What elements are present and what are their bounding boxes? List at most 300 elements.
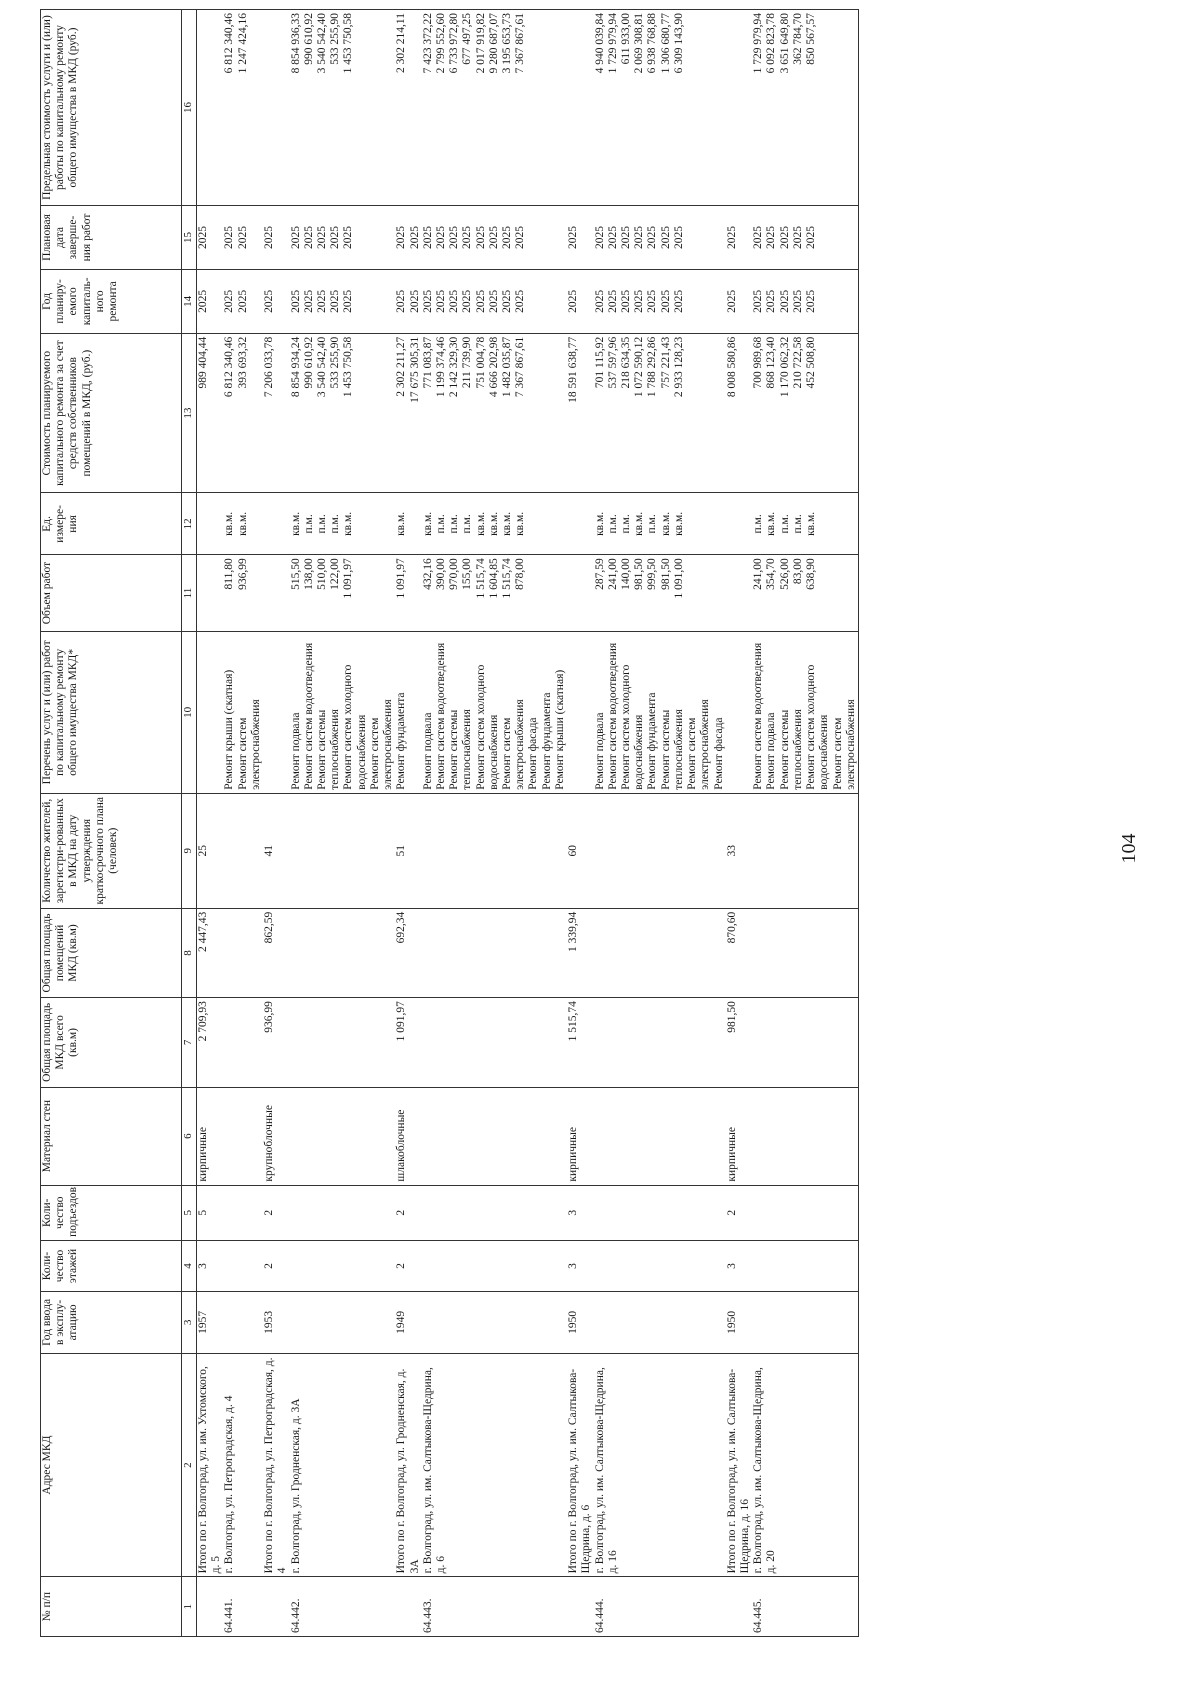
cell-line: 2025 — [315, 225, 328, 249]
cell-line: 811,80 — [223, 558, 236, 590]
cell-line: 8 854 934,24 — [289, 336, 302, 398]
column-number-13: 13 — [182, 333, 197, 493]
column-header-9: Количество жителей, зарегистри-рованных в МКД на дату утверждения краткосрочного плана (человек) — [41, 793, 182, 908]
cell-col-5: 2 — [263, 1185, 289, 1240]
cell-line: 533 255,90 — [329, 336, 342, 389]
cell-line: 1 306 680,77 — [659, 13, 672, 74]
cell-col-14 — [726, 269, 752, 333]
cell-col-6 — [223, 1087, 263, 1185]
cell-line: 1 091,97 — [342, 558, 355, 599]
cell-line: 2 933 128,23 — [672, 336, 685, 398]
cell-line: 2025 — [514, 289, 527, 313]
cell-col-12 — [263, 493, 289, 555]
cell-col-1: 64.445. — [752, 1577, 858, 1637]
cell-line: 1 072 590,12 — [633, 336, 646, 398]
cell-line: 2025 — [197, 225, 209, 249]
cell-col-3: 1953 — [263, 1292, 289, 1354]
cell-line: кв.м. — [474, 511, 487, 536]
cell-col-15 — [197, 206, 224, 270]
cell-col-1 — [263, 1577, 289, 1637]
cell-col-7 — [422, 998, 567, 1087]
cell-line: 2025 — [646, 289, 659, 313]
cell-line: 2025 — [289, 289, 302, 313]
cell-col-8: 862,59 — [263, 908, 289, 997]
cell-col-1: 64.444. — [594, 1577, 726, 1637]
cell-col-6: кирпичные — [567, 1087, 593, 1185]
column-header-7: Общая площадь МКД всего (кв.м) — [41, 998, 182, 1087]
cell-line: 757 221,43 — [659, 336, 672, 389]
page-number: 104 — [1118, 833, 1140, 864]
column-header-15: Плановая дата заверше-ния работ — [41, 206, 182, 270]
cell-line: 2025 — [408, 289, 421, 313]
cell-col-14 — [567, 269, 593, 333]
cell-line: 7 367 867,61 — [514, 13, 527, 74]
cell-col-11 — [263, 555, 289, 632]
cell-col-16 — [422, 10, 567, 206]
cell-line: 2025 — [342, 289, 355, 313]
cell-col-1: 64.443. — [422, 1577, 567, 1637]
cell-line: 2025 — [395, 289, 408, 313]
cell-col-8: 692,34 — [395, 908, 421, 997]
cell-col-12 — [223, 493, 263, 555]
column-header-14: Год планиру-емого капиталь-ного ремонта — [41, 269, 182, 333]
cell-line: 6 733 972,80 — [448, 13, 461, 74]
cell-line: 6 812 340,46 — [223, 336, 236, 398]
cell-line: кв.м. — [289, 511, 302, 536]
cell-line: Ремонт фундамента — [646, 692, 659, 790]
cell-col-12 — [290, 493, 396, 555]
cell-line: 2025 — [421, 225, 434, 249]
cell-line: 1 453 750,58 — [342, 13, 355, 74]
cell-col-12 — [594, 493, 726, 555]
cell-line: 1 515,74 — [501, 558, 514, 599]
cell-line: Ремонт подвала — [765, 712, 778, 790]
cell-col-1 — [567, 1577, 593, 1637]
table-row — [223, 10, 263, 1637]
cell-col-9 — [223, 793, 263, 908]
cell-line: п.м. — [646, 514, 659, 534]
cell-line: 6 812 340,46 — [223, 13, 236, 74]
cell-line: 2025 — [263, 289, 276, 313]
total-row — [395, 10, 421, 1637]
cell-col-6 — [594, 1087, 726, 1185]
cell-line: 2025 — [395, 225, 408, 249]
cell-col-4: 3 — [567, 1240, 593, 1291]
cell-col-16 — [290, 10, 396, 206]
cell-line: 287,59 — [593, 558, 606, 590]
cell-col-15 — [223, 206, 263, 270]
cell-line: 2025 — [236, 225, 249, 249]
cell-line: 515,50 — [289, 558, 302, 590]
table-header-row — [41, 10, 182, 1637]
cell-col-11 — [567, 555, 593, 632]
cell-col-4: 3 — [197, 1240, 224, 1291]
cell-col-6 — [290, 1087, 396, 1185]
column-header-2: Адрес МКД — [41, 1353, 182, 1577]
cell-line: 2025 — [514, 225, 527, 249]
column-number-11: 11 — [182, 555, 197, 632]
cell-col-6: кирпичные — [197, 1087, 224, 1185]
cell-line: 83,00 — [791, 558, 804, 585]
cell-col-9: 60 — [567, 793, 593, 908]
cell-line: 510,00 — [315, 558, 328, 590]
column-number-3: 3 — [182, 1292, 197, 1354]
cell-line: 1 482 035,87 — [501, 336, 514, 398]
cell-line: 2025 — [567, 225, 580, 249]
column-number-row — [182, 10, 197, 1637]
cell-line: 1 729 979,94 — [752, 13, 765, 74]
cell-line: 3 195 653,73 — [501, 13, 514, 74]
cell-line: 1 515,74 — [474, 558, 487, 599]
cell-line: п.м. — [620, 514, 632, 534]
cell-col-11 — [197, 555, 224, 632]
cell-line: 533 255,90 — [329, 13, 342, 65]
cell-line: 2025 — [672, 289, 685, 313]
cell-col-3: 1949 — [395, 1292, 421, 1354]
cell-col-13 — [395, 333, 421, 493]
cell-col-8 — [223, 908, 263, 997]
cell-line: Ремонт подвала — [289, 712, 302, 790]
cell-line: 2025 — [791, 289, 804, 313]
cell-line: 2025 — [302, 289, 315, 313]
cell-col-7: 1 091,97 — [395, 998, 421, 1087]
column-number-2: 2 — [182, 1353, 197, 1577]
cell-line: 990 610,92 — [302, 13, 315, 65]
cell-col-9 — [594, 793, 726, 908]
cell-line: кв.м. — [633, 511, 646, 536]
cell-col-4: 3 — [726, 1240, 752, 1291]
total-row — [726, 10, 752, 1637]
cell-line: Ремонт систем электроснабжения — [236, 699, 262, 790]
cell-line: 140,00 — [620, 558, 632, 590]
cell-col-7 — [290, 998, 396, 1087]
cell-col-16 — [567, 10, 593, 206]
cell-line: 2 142 329,30 — [448, 336, 461, 398]
cell-line: 2025 — [593, 225, 606, 249]
cell-col-13 — [594, 333, 726, 493]
cell-line: кв.м. — [421, 511, 434, 536]
cell-col-2: Итого по г. Волгоград, ул. Петроградская, д. 4 — [263, 1353, 289, 1577]
column-number-7: 7 — [182, 998, 197, 1087]
cell-line: 241,00 — [752, 558, 765, 590]
cell-col-7 — [594, 998, 726, 1087]
cell-col-2: Итого по г. Волгоград, ул. им. Салтыкова-Щедрина, д. 6 — [567, 1353, 593, 1577]
total-row — [263, 10, 289, 1637]
cell-line: 1 453 750,58 — [342, 336, 355, 398]
cell-col-14 — [422, 269, 567, 333]
cell-col-15 — [594, 206, 726, 270]
cell-line: 6 938 768,88 — [646, 13, 659, 74]
cell-line: 1 247 424,16 — [236, 13, 249, 74]
cell-line: п.м. — [778, 514, 791, 534]
cell-line: 878,00 — [514, 558, 527, 590]
cell-line: 8 008 580,86 — [725, 336, 738, 398]
cell-line: кв.м. — [593, 511, 606, 536]
cell-col-8: 2 447,43 — [197, 908, 224, 997]
column-header-5: Коли-чество подъездов — [41, 1185, 182, 1240]
cell-line: Ремонт подвала — [421, 712, 434, 790]
cell-col-5 — [752, 1185, 858, 1240]
cell-line: кв.м. — [501, 511, 514, 536]
cell-col-10 — [594, 631, 726, 793]
cell-col-11 — [726, 555, 752, 632]
total-row — [197, 10, 224, 1637]
cell-line: Ремонт системы теплоснабжения — [778, 709, 804, 790]
cell-col-16 — [197, 10, 224, 206]
cell-line: 2025 — [672, 225, 685, 249]
column-number-15: 15 — [182, 206, 197, 270]
cell-col-8: 1 339,94 — [567, 908, 593, 997]
cell-line: 970,00 — [448, 558, 461, 590]
cell-col-3: 1957 — [197, 1292, 224, 1354]
cell-col-2: Итого по г. Волгоград, ул. Гродненская, д. 3А — [395, 1353, 421, 1577]
cell-col-8 — [594, 908, 726, 997]
cell-col-15 — [726, 206, 752, 270]
cell-line: 2025 — [765, 225, 778, 249]
cell-line: 2 302 214,11 — [395, 13, 408, 73]
cell-line: 241,00 — [606, 558, 619, 590]
cell-line: 17 675 305,31 — [408, 336, 421, 403]
cell-line: 2025 — [474, 225, 487, 249]
column-number-5: 5 — [182, 1185, 197, 1240]
cell-line: 700 989,68 — [752, 336, 765, 389]
cell-line: 999,50 — [646, 558, 659, 590]
column-header-1: № п/п — [41, 1577, 182, 1637]
cell-col-2: г. Волгоград, ул. им. Салтыкова-Щедрина, д. 16 — [594, 1353, 726, 1577]
column-number-16: 16 — [182, 10, 197, 206]
cell-col-1 — [726, 1577, 752, 1637]
cell-line: п.м. — [329, 514, 342, 534]
cell-col-7: 936,99 — [263, 998, 289, 1087]
cell-col-4 — [223, 1240, 263, 1291]
cell-col-7: 981,50 — [726, 998, 752, 1087]
cell-col-9: 41 — [263, 793, 289, 908]
cell-line: 7 423 372,22 — [421, 13, 434, 74]
cell-col-15 — [752, 206, 858, 270]
cell-col-5: 2 — [726, 1185, 752, 1240]
cell-col-10 — [197, 631, 224, 793]
cell-col-15 — [395, 206, 421, 270]
cell-col-13 — [726, 333, 752, 493]
cell-line: 2025 — [620, 225, 632, 249]
cell-line: 701 115,92 — [593, 336, 606, 389]
column-number-6: 6 — [182, 1087, 197, 1185]
cell-col-2: Итого по г. Волгоград, ул. им. Салтыкова-Щедрина, д. 16 — [726, 1353, 752, 1577]
cell-line: 362 784,70 — [791, 13, 804, 65]
cell-line: 3 540 542,40 — [315, 336, 328, 398]
cell-col-12 — [395, 493, 421, 555]
cell-col-9 — [422, 793, 567, 908]
cell-col-1: 64.441. — [223, 1577, 263, 1637]
cell-col-10 — [223, 631, 263, 793]
cell-col-14 — [594, 269, 726, 333]
cell-line: 2025 — [487, 289, 500, 313]
cell-col-13 — [422, 333, 567, 493]
cell-col-12 — [422, 493, 567, 555]
cell-line: Ремонт крыши (скатная) — [223, 669, 236, 790]
cell-line: кв.м. — [659, 511, 672, 536]
cell-line: 432,16 — [421, 558, 434, 590]
column-header-12: Ед. измере-ния — [41, 493, 182, 555]
cell-col-9: 25 — [197, 793, 224, 908]
cell-line: 138,00 — [302, 558, 315, 590]
cell-line: 2025 — [474, 289, 487, 313]
cell-line: 537 597,96 — [606, 336, 619, 389]
cell-line: 526,00 — [778, 558, 791, 590]
cell-col-5 — [422, 1185, 567, 1240]
cell-line: 638,90 — [805, 558, 818, 590]
cell-col-12 — [752, 493, 858, 555]
cell-col-7 — [223, 998, 263, 1087]
column-header-4: Коли-чество этажей — [41, 1240, 182, 1291]
cell-col-7 — [752, 998, 858, 1087]
cell-line: п.м. — [752, 514, 765, 534]
cell-line: кв.м. — [395, 511, 408, 536]
cell-col-14 — [197, 269, 224, 333]
column-header-16: Предельная стоимость услуги и (или) работы по капитальному ремонту общего имущества в МКД (руб.) — [41, 10, 182, 206]
cell-col-15 — [422, 206, 567, 270]
cell-line: 4 940 039,84 — [593, 13, 606, 74]
cell-col-10 — [290, 631, 396, 793]
cell-col-5: 3 — [567, 1185, 593, 1240]
cell-line: 155,00 — [461, 558, 474, 590]
table-row — [594, 10, 726, 1637]
cell-col-5 — [290, 1185, 396, 1240]
cell-line: 2025 — [633, 289, 646, 313]
cell-col-2: г. Волгоград, ул. Гродненская, д. 3А — [290, 1353, 396, 1577]
cell-line: 2025 — [289, 225, 302, 249]
cell-line: п.м. — [434, 514, 447, 534]
cell-line: 2025 — [752, 289, 765, 313]
cell-line: 2025 — [567, 289, 580, 313]
cell-col-5 — [594, 1185, 726, 1240]
cell-col-14 — [223, 269, 263, 333]
cell-line: п.м. — [448, 514, 461, 534]
table-row — [422, 10, 567, 1637]
cell-col-8 — [422, 908, 567, 997]
cell-col-6: шлакоблочные — [395, 1087, 421, 1185]
cell-line: 2025 — [606, 289, 619, 313]
cell-line: 393 693,32 — [236, 336, 249, 389]
cell-col-11 — [422, 555, 567, 632]
cell-line: 2025 — [620, 289, 632, 313]
cell-line: 2025 — [461, 289, 474, 313]
cell-col-3 — [594, 1292, 726, 1354]
cell-line: 2025 — [461, 225, 474, 249]
cell-line: 2025 — [408, 225, 421, 249]
column-number-1: 1 — [182, 1577, 197, 1637]
cell-line: 2025 — [606, 225, 619, 249]
cell-col-3: 1950 — [726, 1292, 752, 1354]
cell-col-14 — [290, 269, 396, 333]
cell-col-16 — [726, 10, 752, 206]
cell-line: 2025 — [302, 225, 315, 249]
cell-line: 2025 — [223, 289, 236, 313]
cell-line: кв.м. — [672, 511, 685, 536]
cell-line: 771 083,87 — [421, 336, 434, 389]
cell-col-12 — [567, 493, 593, 555]
cell-col-15 — [567, 206, 593, 270]
cell-line: 611 933,00 — [620, 13, 632, 65]
cell-line: 2025 — [197, 289, 209, 313]
cell-line: 2025 — [421, 289, 434, 313]
cell-line: кв.м. — [223, 511, 236, 536]
cell-col-12 — [197, 493, 224, 555]
cell-line: Ремонт систем водоотведения — [434, 642, 447, 790]
column-header-13: Стоимость планируемого капитального ремонта за счет средств собственников помещений в МКД, (руб.) — [41, 333, 182, 493]
cell-line: 2025 — [434, 225, 447, 249]
cell-col-6 — [752, 1087, 858, 1185]
cell-col-5: 5 — [197, 1185, 224, 1240]
cell-col-4: 2 — [263, 1240, 289, 1291]
cell-col-7: 2 709,93 — [197, 998, 224, 1087]
cell-line: Ремонт систем электроснабжения — [831, 699, 857, 790]
cell-col-15 — [263, 206, 289, 270]
column-header-8: Общая площадь помещений МКД (кв.м) — [41, 908, 182, 997]
cell-line: 3 651 649,80 — [778, 13, 791, 74]
cell-col-11 — [223, 555, 263, 632]
cell-col-4 — [290, 1240, 396, 1291]
cell-line: 3 540 542,40 — [315, 13, 328, 74]
column-header-6: Материал стен — [41, 1087, 182, 1185]
cell-line: 18 591 638,77 — [567, 336, 580, 403]
cell-line: 2025 — [646, 225, 659, 249]
cell-line: 2025 — [501, 289, 514, 313]
cell-line: кв.м. — [514, 511, 527, 536]
cell-line: 211 739,90 — [461, 336, 474, 389]
cell-line: 2025 — [725, 289, 738, 313]
cell-col-10 — [567, 631, 593, 793]
cell-line: п.м. — [606, 514, 619, 534]
cell-line: 1 170 062,32 — [778, 336, 791, 398]
cell-line: 2025 — [487, 225, 500, 249]
column-header-3: Год ввода в эксплу-атацию — [41, 1292, 182, 1354]
column-number-4: 4 — [182, 1240, 197, 1291]
cell-line: 1 729 979,94 — [606, 13, 619, 74]
cell-col-11 — [752, 555, 858, 632]
cell-line: 7 206 033,78 — [263, 336, 276, 398]
cell-line: 210 722,58 — [791, 336, 804, 389]
column-number-12: 12 — [182, 493, 197, 555]
cell-line: Ремонт систем холодного водоснабжения — [805, 664, 831, 790]
cell-col-11 — [395, 555, 421, 632]
cell-col-7: 1 515,74 — [567, 998, 593, 1087]
total-row — [567, 10, 593, 1637]
cell-col-2: Итого по г. Волгоград, ул. им. Ухтомского, д. 5 — [197, 1353, 224, 1577]
cell-line: 452 508,80 — [805, 336, 818, 389]
cell-col-14 — [752, 269, 858, 333]
cell-line: 2025 — [263, 225, 276, 249]
column-header-10: Перечень услуг и (или) работ по капитальному ремонту общего имущества МКД* — [41, 631, 182, 793]
cell-line: 2025 — [236, 289, 249, 313]
cell-line: 2025 — [633, 225, 646, 249]
cell-col-11 — [594, 555, 726, 632]
cell-line: 2025 — [765, 289, 778, 313]
cell-line: 2025 — [659, 289, 672, 313]
cell-col-9 — [290, 793, 396, 908]
cell-line: Ремонт систем холодного водоснабжения — [342, 664, 368, 790]
cell-col-9: 33 — [726, 793, 752, 908]
cell-line: кв.м. — [805, 511, 818, 536]
cell-line: Ремонт подвала — [593, 712, 606, 790]
table-body — [197, 10, 859, 1637]
cell-line: 2 799 552,60 — [434, 13, 447, 74]
cell-col-9 — [752, 793, 858, 908]
cell-line: 2025 — [342, 225, 355, 249]
cell-col-3 — [290, 1292, 396, 1354]
table-row — [752, 10, 858, 1637]
cell-line: 2025 — [778, 225, 791, 249]
